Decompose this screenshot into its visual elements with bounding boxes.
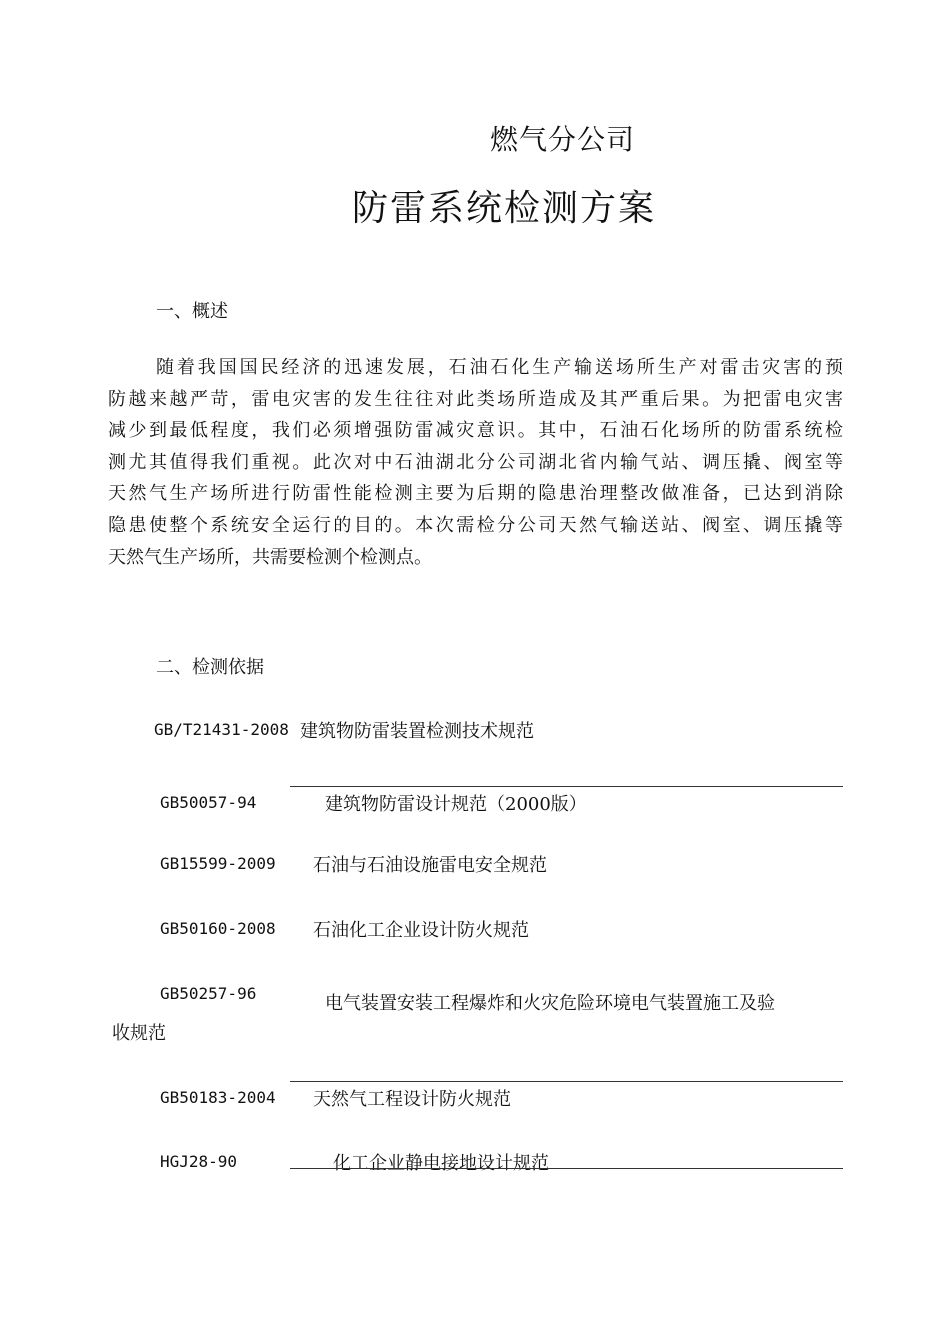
- standard-name: 石油化工企业设计防火规范: [313, 920, 529, 941]
- standard-code: GB50183-2004: [160, 1088, 276, 1107]
- paragraph-line: 防越来越严苛，雷电灾害的发生往往对此类场所造成及其严重后果。为把雷电灾害: [108, 388, 843, 410]
- underline-rule: [290, 1081, 843, 1082]
- company-name: 燃气分公司: [490, 123, 636, 156]
- standard-name: 建筑物防雷设计规范（2000版）: [325, 794, 587, 815]
- section-heading-basis: 二、检测依据: [156, 657, 264, 678]
- standard-name: 建筑物防雷装置检测技术规范: [300, 721, 534, 742]
- standard-code: GB50257-96: [160, 984, 257, 1003]
- standard-code: GB/T21431-2008: [154, 720, 289, 739]
- standard-code: HGJ28-90: [160, 1152, 238, 1171]
- standard-name: 天然气工程设计防火规范: [313, 1089, 511, 1110]
- standard-name: 化工企业静电接地设计规范: [333, 1153, 549, 1174]
- document-title: 防雷系统检测方案: [352, 188, 657, 229]
- underline-rule: [290, 786, 843, 787]
- paragraph-line: 天然气生产场所进行防雷性能检测主要为后期的隐患治理整改做准备，已达到消除: [108, 483, 843, 505]
- standard-name-continuation: 收规范: [112, 1023, 166, 1044]
- standard-code: GB15599-2009: [160, 854, 276, 873]
- standard-code: GB50057-94: [160, 793, 257, 812]
- section-heading-overview: 一、概述: [156, 301, 228, 322]
- standard-name: 石油与石油设施雷电安全规范: [313, 855, 547, 876]
- paragraph-line: 隐患使整个系统安全运行的目的。本次需检分公司天然气输送站、阀室、调压撬等: [108, 514, 843, 536]
- paragraph-line: 随着我国国民经济的迅速发展，石油石化生产输送场所生产对雷击灾害的预: [156, 357, 843, 378]
- paragraph-line: 天然气生产场所，共需要检测个检测点。: [108, 546, 432, 568]
- paragraph-line: 减少到最低程度，我们必须增强防雷减灾意识。其中，石油石化场所的防雷系统检: [108, 420, 843, 442]
- paragraph-line: 测尤其值得我们重视。此次对中石油湖北分公司湖北省内输气站、调压撬、阀室等: [108, 451, 843, 473]
- overview-paragraph: [108, 352, 843, 573]
- standard-name: 电气装置安装工程爆炸和火灾危险环境电气装置施工及验: [325, 993, 775, 1014]
- underline-rule: [290, 1168, 843, 1169]
- standard-code: GB50160-2008: [160, 919, 276, 938]
